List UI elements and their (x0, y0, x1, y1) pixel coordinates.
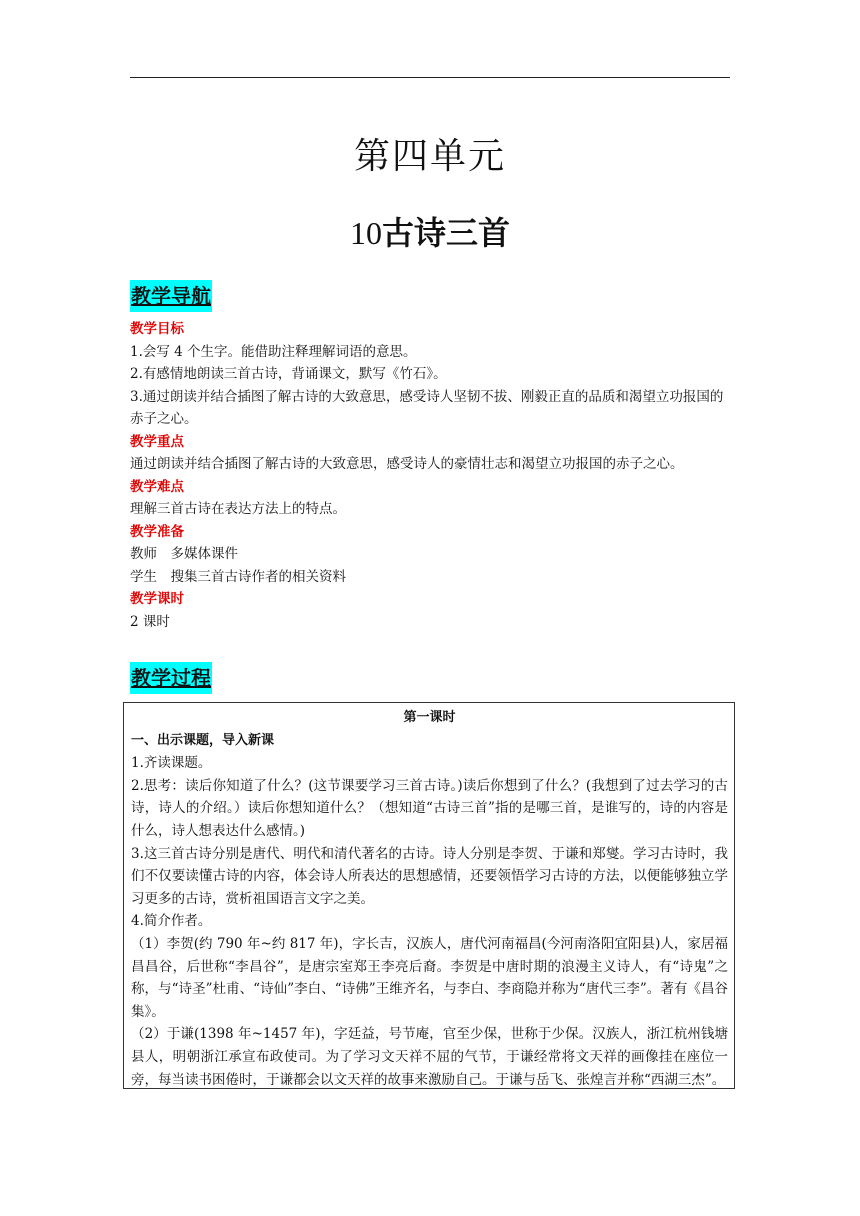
header-rule (130, 77, 730, 78)
teaching-process-box (123, 702, 735, 1089)
goals-label: 教学目标 (130, 321, 184, 337)
lesson-title (0, 208, 860, 254)
step-title: 一、出示课题，导入新课 (131, 732, 275, 748)
lesson-name: 古诗三首 (381, 214, 510, 252)
lesson-number: 10 (349, 215, 382, 251)
period-title: 第一课时 (403, 710, 456, 725)
teaching-guide (130, 318, 732, 633)
goal-item: 1.会写 4 个生字。能借助注释理解词语的意思。 (130, 343, 417, 360)
key-points-text: 通过朗读并结合插图了解古诗的大致意思，感受诗人的豪情壮志和渴望立功报国的赤子之心。 (130, 456, 684, 472)
goal-item: 2.有感情地朗读三首古诗，背诵课文，默写《竹石》。 (130, 366, 447, 382)
preparation-student: 学生 搜集三首古诗作者的相关资料 (130, 568, 346, 585)
difficulty-text: 理解三首古诗在表达方法上的特点。 (130, 501, 346, 517)
process-paragraph: （1）李贺(约 790 年~约 817 年)，字长吉，汉族人，唐代河南福昌(今河南洛阳宜阳县)人，家居福昌昌谷，后世称“李昌谷”，是唐宗室郑王李亮后裔。李贺是中唐时期的浪漫主义诗人，有“诗鬼”之称，与“诗圣”杜甫、“诗仙”李白、“诗佛”王维齐名，与李白、李商隐并称为“唐代三李”。著有《昌谷集》。 (131, 935, 728, 1020)
process-paragraph: 2.思考：读后你知道了什么？(这节课要学习三首古诗。)读后你想到了什么？(我想到了过去学习的古诗，诗人的介绍。）读后你想知道什么？（想知道“古诗三首”指的是哪三首，是谁写的，诗的内容是什么，诗人想表达什么感情。) (131, 777, 728, 839)
key-points-label: 教学重点 (130, 433, 184, 450)
goal-item: 3.通过朗读并结合插图了解古诗的大致意思，感受诗人坚韧不拔、刚毅正直的品质和渴望立功报国的赤子之心。 (130, 388, 724, 427)
class-hours-label: 教学课时 (130, 591, 184, 607)
preparation-label: 教学准备 (130, 523, 184, 540)
preparation-teacher: 教师 多媒体课件 (130, 546, 238, 562)
process-paragraph: 4.简介作者。 (131, 913, 212, 930)
teaching-process-heading: 教学过程 (130, 662, 212, 694)
process-paragraph: 3.这三首古诗分别是唐代、明代和清代著名的古诗。诗人分别是李贺、于谦和郑燮。学习古诗时，我们不仅要读懂古诗的内容，体会诗人所表达的思想感情，还要领悟学习古诗的方法，以便能够独立学习更多的古诗，赏析祖国语言文字之美。 (131, 845, 728, 907)
process-paragraph: （2）于谦(1398 年~1457 年)，字廷益，号节庵，官至少保，世称于少保。汉族人，浙江杭州钱塘县人，明朝浙江承宣布政使司。为了学习文天祥不屈的气节，于谦经常将文天祥的画像挂在座位一旁，每当读书困倦时，于谦都会以文天祥的故事来激励自己。于谦与岳飞、张煌言并称“西湖三杰”。 (131, 1026, 728, 1088)
difficulty-label: 教学难点 (130, 478, 184, 495)
class-hours-text: 2 课时 (130, 613, 170, 630)
teaching-navigation-heading: 教学导航 (130, 280, 212, 312)
process-paragraph: 1.齐读课题。 (131, 755, 212, 772)
unit-title: 第四单元 (353, 136, 506, 177)
